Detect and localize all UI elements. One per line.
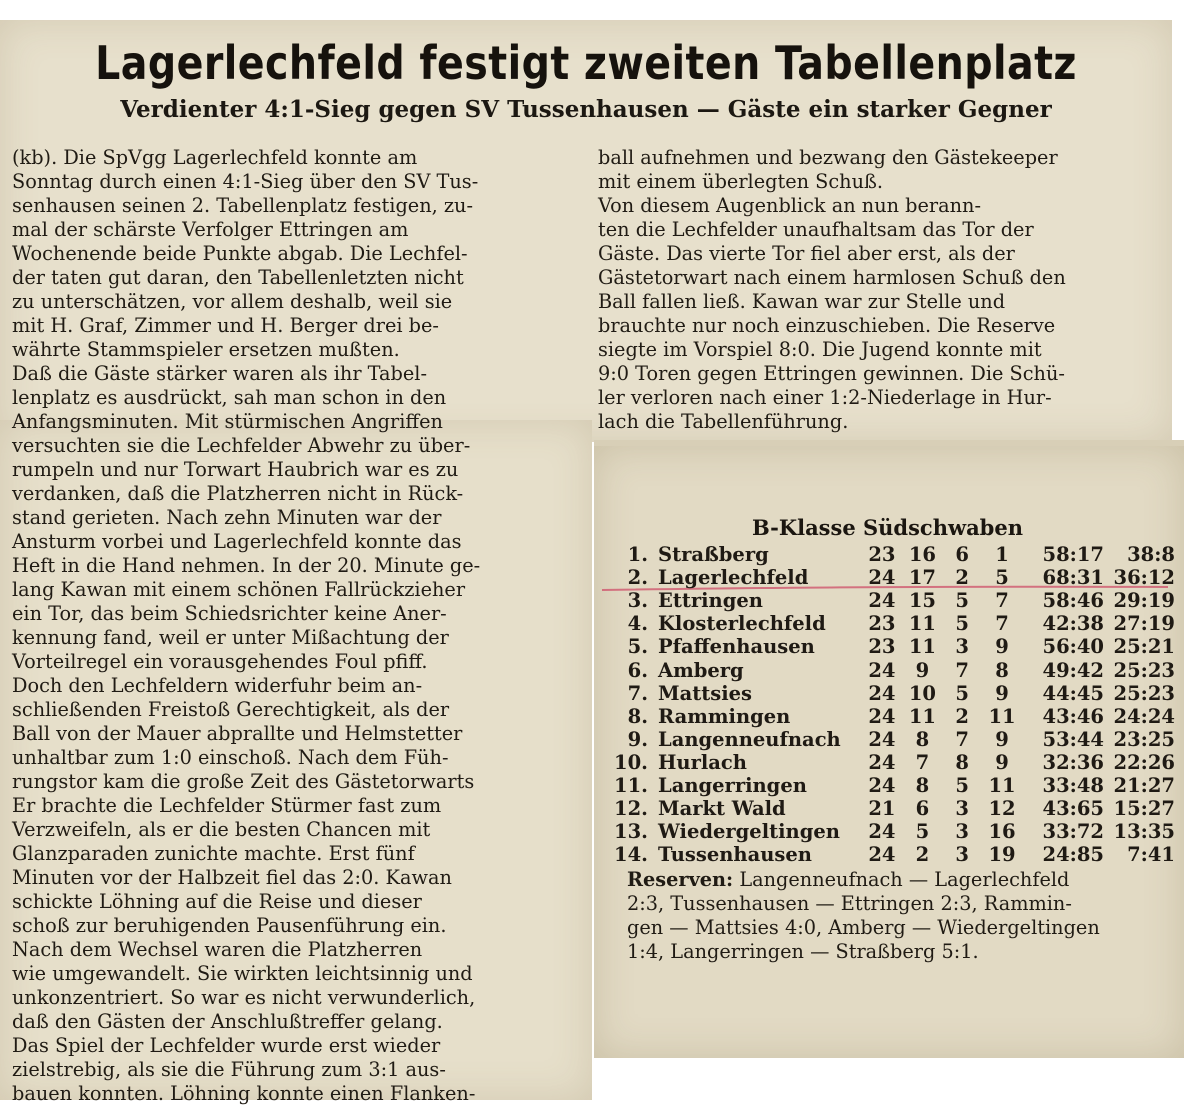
cell-lost: 19	[988, 843, 1016, 867]
cell-rank: 3.	[627, 589, 648, 613]
cell-points: 36:12	[1113, 566, 1175, 590]
cell-rank: 13.	[614, 820, 648, 844]
article-line: schließenden Freistoß Gerechtigkeit, als der	[12, 698, 450, 721]
headline: Lagerlechfeld festigt zweiten Tabellenplatz	[95, 36, 1077, 90]
cell-team: Markt Wald	[657, 797, 786, 821]
cell-rank: 14.	[614, 843, 648, 867]
cell-points: 13:35	[1113, 820, 1175, 844]
article-line: wie umgewandelt. Sie wirkten leichtsinnig und	[12, 962, 473, 985]
table-row	[614, 751, 1175, 774]
cell-team: Rammingen	[657, 704, 791, 728]
cell-points: 25:23	[1113, 681, 1175, 705]
article-line: schoß zur beruhigenden Pausenführung ein.	[12, 914, 447, 937]
cell-goals: 32:36	[1042, 750, 1105, 774]
cell-goals: 44:45	[1042, 681, 1105, 705]
reserves-line: 2:3, Tussenhausen — Ettringen 2:3, Rammin-	[627, 892, 1072, 915]
cell-lost: 9	[995, 681, 1009, 705]
cell-lost: 7	[995, 612, 1009, 636]
table-row	[614, 543, 1175, 566]
cell-played: 24	[868, 820, 896, 844]
cell-goals: 43:65	[1042, 797, 1105, 821]
cell-points: 27:19	[1113, 612, 1175, 636]
cell-team: Klosterlechfeld	[657, 612, 826, 636]
cell-lost: 8	[995, 658, 1009, 682]
cell-goals: 24:85	[1042, 843, 1105, 867]
cell-points: 25:21	[1113, 635, 1175, 659]
table-row	[614, 728, 1175, 751]
cell-lost: 9	[995, 635, 1009, 659]
cell-team: Hurlach	[657, 750, 747, 774]
article-line: Doch den Lechfeldern widerfuhr beim an-	[12, 674, 423, 697]
cell-won: 9	[915, 658, 930, 682]
article-line: Anfangsminuten. Mit stürmischen Angriffen	[12, 410, 443, 433]
article-line: ein Tor, das beim Schiedsrichter keine Aner-	[12, 602, 447, 625]
cell-points: 38:8	[1127, 543, 1175, 567]
article-line: Vorteilregel ein vorausgehendes Foul pfiff.	[12, 650, 428, 673]
cell-team: Straßberg	[657, 543, 769, 567]
cell-won: 11	[908, 635, 936, 659]
table-row	[614, 635, 1175, 658]
article-line: siegte im Vorspiel 8:0. Die Jugend konnte mit	[598, 338, 1042, 361]
cell-played: 24	[868, 658, 896, 682]
cell-won: 6	[915, 797, 930, 821]
reserves-line: 1:4, Langerringen — Straßberg 5:1.	[627, 940, 979, 963]
cell-points: 21:27	[1113, 773, 1175, 797]
subheadline: Verdienter 4:1-Sieg gegen SV Tussenhausen — Gäste ein starker Gegner	[120, 96, 1052, 123]
cell-goals: 56:40	[1042, 635, 1105, 659]
cell-lost: 12	[988, 797, 1016, 821]
cell-lost: 9	[995, 750, 1009, 774]
cell-won: 10	[908, 681, 936, 705]
article-line: Verzweifeln, als er die besten Chancen mit	[12, 818, 431, 841]
reserves-line: gen — Mattsies 4:0, Amberg — Wiedergeltingen	[627, 916, 1100, 939]
cell-team: Ettringen	[657, 589, 763, 613]
table-row	[614, 612, 1175, 635]
cell-points: 29:19	[1113, 589, 1175, 613]
article-line: zu unterschätzen, vor allem deshalb, weil sie	[12, 290, 453, 313]
article-line: mit einem überlegten Schuß.	[598, 170, 884, 193]
article-line: bauen konnten. Löhning konnte einen Flanken-	[12, 1082, 476, 1105]
cell-rank: 1.	[627, 543, 648, 567]
article-right-column	[598, 146, 1066, 434]
article-line: Gästetorwart nach einem harmlosen Schuß den	[598, 266, 1066, 289]
cell-rank: 12.	[614, 797, 648, 821]
cell-drawn: 5	[955, 773, 969, 797]
cell-rank: 8.	[627, 704, 648, 728]
article-line: mal der schärste Verfolger Ettringen am	[12, 218, 409, 241]
cell-lost: 16	[988, 820, 1016, 844]
article-line: währte Stammspieler ersetzen mußten.	[12, 338, 400, 361]
cell-goals: 53:44	[1042, 727, 1105, 751]
table-row	[614, 705, 1175, 728]
cell-points: 15:27	[1113, 797, 1175, 821]
article-line: Daß die Gäste stärker waren als ihr Tabel-	[12, 362, 427, 385]
cell-team: Langerringen	[657, 773, 807, 797]
cell-drawn: 7	[955, 658, 969, 682]
cell-lost: 1	[995, 543, 1009, 567]
cell-drawn: 5	[955, 589, 969, 613]
cell-lost: 11	[988, 704, 1016, 728]
article-line: mit H. Graf, Zimmer und H. Berger drei be-	[12, 314, 439, 337]
article-line: rungstor kam die große Zeit des Gästetorwarts	[12, 770, 475, 793]
cell-played: 24	[868, 681, 896, 705]
reserves-results	[627, 868, 1100, 964]
cell-won: 8	[915, 727, 930, 751]
cell-won: 15	[908, 589, 936, 613]
table-row	[614, 774, 1175, 797]
article-line: Wochenende beide Punkte abgab. Die Lechfel-	[12, 242, 468, 265]
article-line: Ansturm vorbei und Lagerlechfeld konnte das	[12, 530, 462, 553]
article-line: Minuten vor der Halbzeit fiel das 2:0. Kawan	[12, 866, 452, 889]
cell-won: 11	[908, 612, 936, 636]
article-line: versuchten sie die Lechfelder Abwehr zu über-	[12, 434, 471, 457]
article-line: ler verloren nach einer 1:2-Niederlage in Hur-	[598, 386, 1052, 409]
cell-won: 7	[915, 750, 930, 774]
cell-drawn: 2	[955, 566, 969, 590]
cell-won: 17	[908, 566, 936, 590]
cell-points: 22:26	[1113, 750, 1175, 774]
article-line: Von diesem Augenblick an nun berann-	[598, 194, 981, 217]
standings-box	[600, 513, 1175, 866]
article-line: Glanzparaden zunichte machte. Erst fünf	[12, 842, 415, 865]
cell-goals: 58:46	[1042, 589, 1105, 613]
article-line: kennung fand, weil er unter Mißachtung der	[12, 626, 449, 649]
article-line: ten die Lechfelder unaufhaltsam das Tor der	[598, 218, 1034, 241]
cell-played: 23	[868, 543, 896, 567]
article-line: rumpeln und nur Torwart Haubrich war es zu	[12, 458, 459, 481]
cell-points: 7:41	[1127, 843, 1175, 867]
article-line: verdanken, daß die Platzherren nicht in Rück-	[12, 482, 464, 505]
article-line: Gäste. Das vierte Tor fiel aber erst, als der	[598, 242, 1015, 265]
article-line: Sonntag durch einen 4:1-Sieg über den SV Tus-	[12, 170, 479, 193]
cell-won: 8	[915, 773, 930, 797]
table-row	[614, 682, 1175, 705]
cell-rank: 4.	[627, 612, 648, 636]
cell-drawn: 7	[955, 727, 969, 751]
cell-goals: 43:46	[1042, 704, 1105, 728]
cell-lost: 5	[995, 566, 1009, 590]
table-row	[614, 589, 1175, 612]
cell-drawn: 2	[955, 704, 969, 728]
cell-goals: 33:72	[1042, 820, 1105, 844]
table-row	[614, 820, 1175, 843]
cell-played: 23	[868, 635, 896, 659]
cell-lost: 9	[995, 727, 1009, 751]
cell-drawn: 3	[955, 635, 969, 659]
reserves-text: Langenneufnach — Lagerlechfeld	[739, 868, 1070, 891]
reserves-line	[627, 868, 1100, 892]
cell-won: 11	[908, 704, 936, 728]
article-line: lang Kawan mit einem schönen Fallrückzieher	[12, 578, 466, 601]
cell-drawn: 3	[955, 820, 969, 844]
article-line: Ball fallen ließ. Kawan war zur Stelle und	[598, 290, 1006, 313]
cell-played: 24	[868, 727, 896, 751]
cell-team: Lagerlechfeld	[657, 566, 809, 590]
cell-played: 24	[868, 773, 896, 797]
article-line: ball aufnehmen und bezwang den Gästekeeper	[598, 146, 1058, 169]
cell-drawn: 5	[955, 612, 969, 636]
cell-goals: 42:38	[1042, 612, 1105, 636]
cell-drawn: 3	[955, 843, 969, 867]
cell-played: 24	[868, 704, 896, 728]
cell-played: 24	[868, 566, 896, 590]
table-row	[614, 797, 1175, 820]
article-line: Ball von der Mauer abprallte und Helmstetter	[12, 722, 463, 745]
cell-won: 2	[915, 843, 930, 867]
table-row	[614, 658, 1175, 681]
cell-rank: 5.	[627, 635, 648, 659]
cell-rank: 7.	[627, 681, 648, 705]
article-line: unkonzentriert. So war es nicht verwunderlich,	[12, 986, 476, 1009]
cell-goals: 58:17	[1042, 543, 1105, 567]
article-line: stand gerieten. Nach zehn Minuten war der	[12, 506, 442, 529]
article-line: lach die Tabellenführung.	[598, 410, 849, 433]
cell-won: 16	[908, 543, 936, 567]
cell-lost: 7	[995, 589, 1009, 613]
cell-rank: 6.	[627, 658, 648, 682]
cell-rank: 2.	[627, 566, 648, 590]
cell-team: Wiedergeltingen	[657, 820, 840, 844]
article-line: (kb). Die SpVgg Lagerlechfeld konnte am	[12, 146, 418, 169]
article-line: daß den Gästen der Anschlußtreffer gelang.	[12, 1010, 443, 1033]
cell-lost: 11	[988, 773, 1016, 797]
cell-played: 23	[868, 612, 896, 636]
cell-played: 24	[868, 843, 896, 867]
cell-team: Langenneufnach	[657, 727, 841, 751]
cell-drawn: 8	[955, 750, 969, 774]
cell-rank: 11.	[614, 773, 648, 797]
article-line: Heft in die Hand nehmen. In der 20. Minute ge-	[12, 554, 481, 577]
cell-points: 25:23	[1113, 658, 1175, 682]
article-line: zielstrebig, als sie die Führung zum 3:1 aus-	[12, 1058, 446, 1081]
cell-team: Mattsies	[657, 681, 752, 705]
article-left-column	[12, 146, 480, 1106]
cell-goals: 33:48	[1042, 773, 1105, 797]
cell-team: Pfaffenhausen	[657, 635, 815, 659]
article-line: Das Spiel der Lechfelder wurde erst wieder	[12, 1034, 441, 1057]
article-line: brauchte nur noch einzuschieben. Die Reserve	[598, 314, 1056, 337]
table-row	[614, 566, 1175, 589]
cell-team: Tussenhausen	[657, 843, 812, 867]
article-line: Nach dem Wechsel waren die Platzherren	[12, 938, 423, 961]
article-line: 9:0 Toren gegen Ettringen gewinnen. Die Schü-	[598, 362, 1065, 385]
cell-rank: 9.	[627, 727, 648, 751]
cell-drawn: 6	[955, 543, 969, 567]
cell-won: 5	[915, 820, 930, 844]
article-line: der taten gut daran, den Tabellenletzten nicht	[12, 266, 464, 289]
reserves-label: Reserven:	[627, 868, 734, 891]
cell-goals: 68:31	[1042, 566, 1105, 590]
cell-played: 24	[868, 589, 896, 613]
article-line: lenplatz es ausdrückt, sah man schon in den	[12, 386, 447, 409]
article-line: schickte Löhning auf die Reise und dieser	[12, 890, 422, 913]
standings-table	[614, 543, 1175, 866]
article-line: Er brachte die Lechfelder Stürmer fast zum	[12, 794, 442, 817]
cell-drawn: 3	[955, 797, 969, 821]
table-row	[614, 843, 1175, 866]
cell-goals: 49:42	[1042, 658, 1105, 682]
cell-points: 23:25	[1113, 727, 1175, 751]
cell-played: 21	[868, 797, 896, 821]
article-line: senhausen seinen 2. Tabellenplatz festigen, zu-	[12, 194, 473, 217]
article-line: unhaltbar zum 1:0 einschoß. Nach dem Füh-	[12, 746, 449, 769]
standings-title: B-Klasse Südschwaben	[751, 515, 1023, 540]
cell-drawn: 5	[955, 681, 969, 705]
cell-rank: 10.	[614, 750, 648, 774]
cell-played: 24	[868, 750, 896, 774]
cell-team: Amberg	[657, 658, 744, 682]
cell-points: 24:24	[1113, 704, 1175, 728]
